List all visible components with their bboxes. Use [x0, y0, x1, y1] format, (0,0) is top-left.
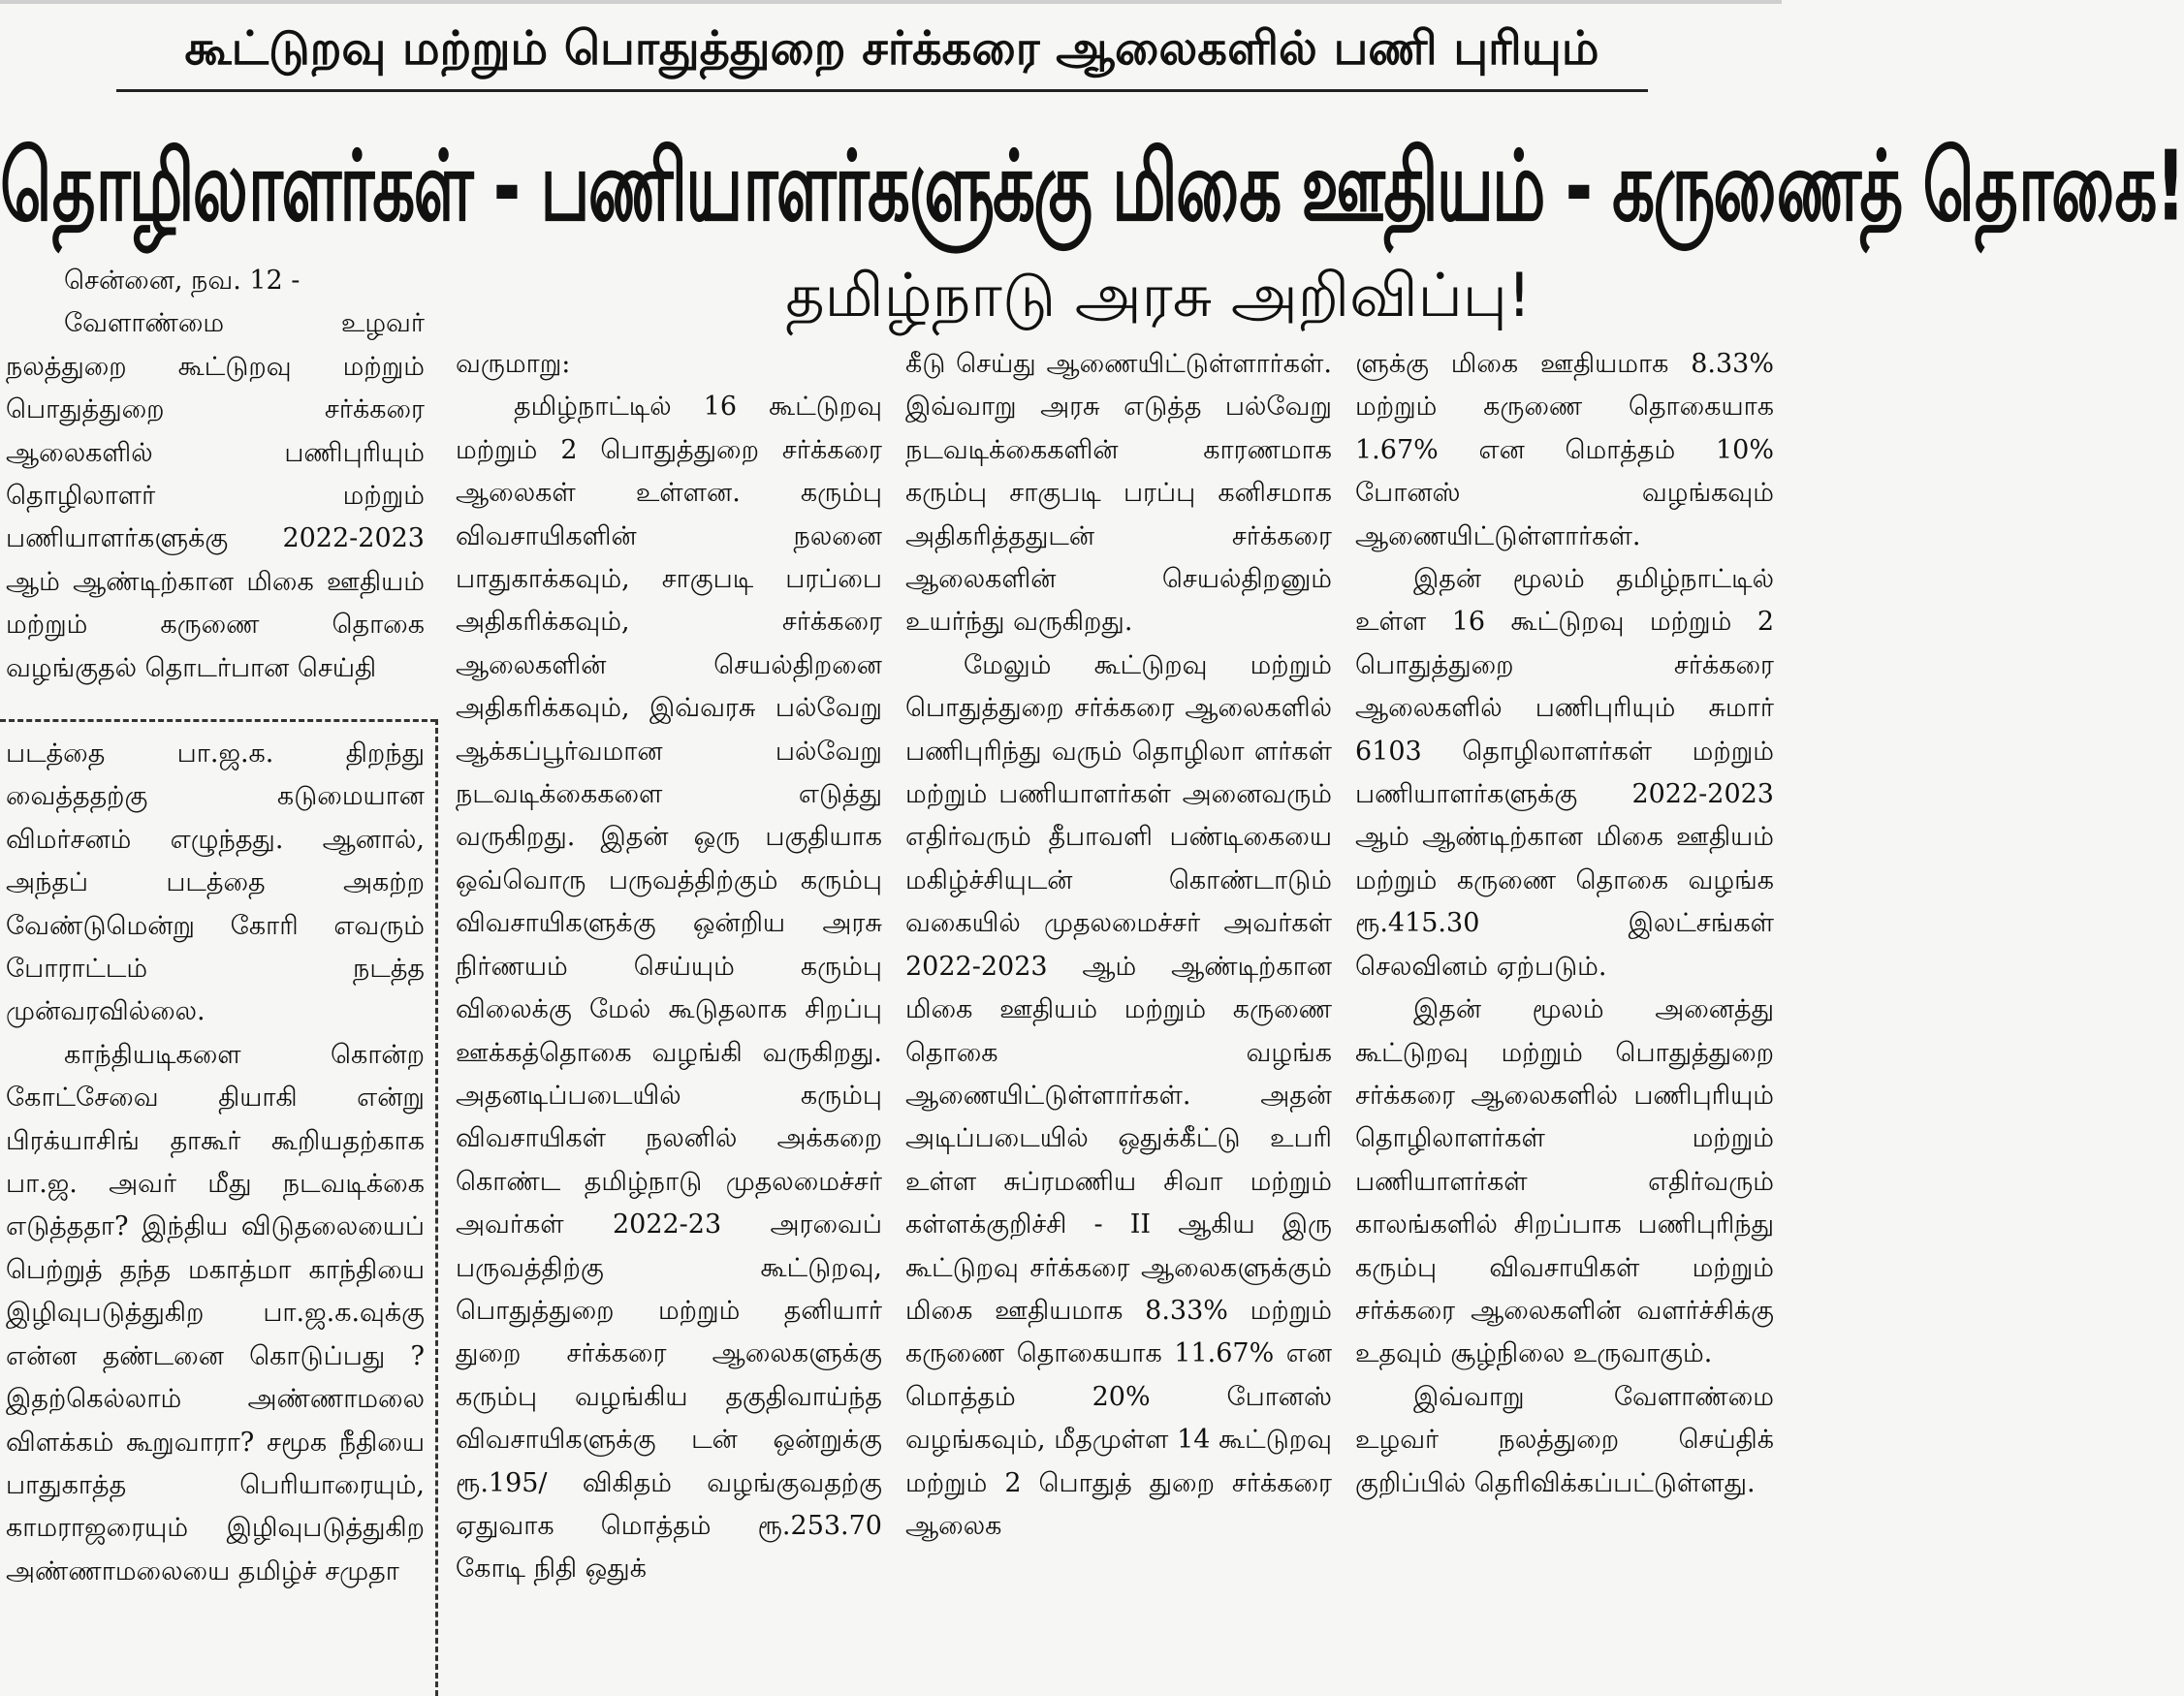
article-paragraph: ளுக்கு மிகை ஊதியமாக 8.33% மற்றும் கருணை தொகையாக 1.67% என மொத்தம் 10% போனஸ் வழங்கவும் ஆணையிட்டுள்ளார்கள்.: [1355, 349, 1774, 551]
sidebar-story: [6, 733, 425, 1696]
article-dateline: சென்னை, நவ. 12 -: [64, 266, 301, 296]
sidebar-paragraph: காந்தியடிகளை கொன்ற கோட்சேவை தியாகி என்று பிரக்யாசிங் தாகூர் கூறியதற்காக பா.ஜ. அவர் மீது நடவடிக்கை எடுத்ததா? இந்திய விடுதலையைப் பெற்றுத் தந்த மகாத்மா காந்தியை இழிவுபடுத்துகிற பா.ஜ.க.வுக்கு என்ன தண்டனை கொடுப்பது ? இதற்கெல்லாம் அண்ணாமலை விளக்கம் கூறுவாரா? சமூக நீதியை பாதுகாத்த பெரியாரையும், காமராஜரையும் இழிவுபடுத்துகிற அண்ணாமலையை தமிழ்ச் சமுதா: [6, 1039, 425, 1586]
article-paragraph: வேளாண்மை உழவர் நலத்துறை கூட்டுறவு மற்றும் பொதுத்துறை சர்க்கரை ஆலைகளில் பணிபுரியும் தொழிலாளர் மற்றும் பணியாளர்களுக்கு 2022-2023 ஆம் ஆண்டிற்கான மிகை ஊதியம் மற்றும் கருணை தொகை வழங்குதல் தொடர்பான செய்தி: [6, 308, 425, 683]
sidebar-paragraph: படத்தை பா.ஜ.க. திறந்து வைத்ததற்கு கடுமையான விமர்சனம் எழுந்தது. ஆனால், அந்தப் படத்தை அகற்ற வேண்டுமென்று கோரி எவரும் போராட்டம் நடத்த முன்வரவில்லை.: [6, 738, 425, 1027]
sidebar-divider-vertical: [435, 719, 438, 1696]
article-paragraph: இதன் மூலம் தமிழ்நாட்டில் உள்ள 16 கூட்டுறவு மற்றும் 2 பொதுத்துறை சர்க்கரை ஆலைகளில் பணிபுரியும் சுமார் 6103 தொழிலாளர்கள் மற்றும் பணியாளர்களுக்கு 2022-2023 ஆம் ஆண்டிற்கான மிகை ஊதியம் மற்றும் கருணை தொகை வழங்க ரூ.415.30 இலட்சங்கள் செலவினம் ஏற்படும்.: [1355, 564, 1774, 982]
main-headline: தொழிலாளர்கள் - பணியாளர்களுக்கு மிகை ஊதியம் - கருணைத் தொகை!: [0, 131, 2184, 243]
headline-kicker: கூட்டுறவு மற்றும் பொதுத்துறை சர்க்கரை ஆலைகளில் பணி புரியும்: [184, 21, 1599, 76]
article-paragraph: தமிழ்நாட்டில் 16 கூட்டுறவு மற்றும் 2 பொதுத்துறை சர்க்கரை ஆலைகள் உள்ளன. கரும்பு விவசாயிகளின் நலனை பாதுகாக்கவும், சாகுபடி பரப்பை அதிகரிக்கவும், சர்க்கரை ஆலைகளின் செயல்திறனை அதிகரிக்கவும், இவ்வரசு பல்வேறு ஆக்கப்பூர்வமான பல்வேறு நடவடிக்கைகளை எடுத்து வருகிறது. இதன் ஒரு பகுதியாக ஒவ்வொரு பருவத்திற்கும் கரும்பு விவசாயிகளுக்கு ஒன்றிய அரசு நிர்ணயம் செய்யும் கரும்பு விலைக்கு மேல் கூடுதலாக சிறப்பு ஊக்கத்தொகை வழங்கி வருகிறது. அதனடிப்படையில் கரும்பு விவசாயிகள் நலனில் அக்கறை கொண்ட தமிழ்நாடு முதலமைச்சர் அவர்கள் 2022-23 அரவைப் பருவத்திற்கு கூட்டுறவு, பொதுத்துறை மற்றும் தனியார் துறை சர்க்கரை ஆலைகளுக்கு கரும்பு வழங்கிய தகுதிவாய்ந்த விவசாயிகளுக்கு டன் ஒன்றுக்கு ரூ.195/ விகிதம் வழங்குவதற்கு ஏதுவாக மொத்தம் ரூ.253.70 கோடி நிதி ஒதுக்: [456, 392, 882, 1585]
subheadline: தமிழ்நாடு அரசு அறிவிப்பு!: [785, 260, 1532, 330]
article-column-3: [905, 343, 1332, 1696]
article-lead: வருமாறு:: [456, 349, 571, 379]
sidebar-divider-horizontal: [0, 719, 436, 722]
article-column-1: [6, 260, 425, 706]
article-column-4: [1355, 343, 1774, 1696]
article-paragraph: கீடு செய்து ஆணையிட்டுள்ளார்கள். இவ்வாறு அரசு எடுத்த பல்வேறு நடவடிக்கைகளின் காரணமாக கரும்பு சாகுபடி பரப்பு கனிசமாக அதிகரித்ததுடன் சர்க்கரை ஆலைகளின் செயல்திறனும் உயர்ந்து வருகிறது.: [905, 349, 1332, 638]
article-paragraph: மேலும் கூட்டுறவு மற்றும் பொதுத்துறை சர்க்கரை ஆலைகளில் பணிபுரிந்து வரும் தொழிலா ளர்கள் மற்றும் பணியாளர்கள் அனைவரும் எதிர்வரும் தீபாவளி பண்டிகையை மகிழ்ச்சியுடன் கொண்டாடும் வகையில் முதலமைச்சர் அவர்கள் 2022-2023 ஆம் ஆண்டிற்கான மிகை ஊதியம் மற்றும் கருணை தொகை வழங்க ஆணையிட்டுள்ளார்கள். அதன் அடிப்படையில் ஒதுக்கீட்டு உபரி உள்ள சுப்ரமணிய சிவா மற்றும் கள்ளக்குறிச்சி - II ஆகிய இரு கூட்டுறவு சர்க்கரை ஆலைகளுக்கும் மிகை ஊதியமாக 8.33% மற்றும் கருணை தொகையாக 11.67% என மொத்தம் 20% போனஸ் வழங்கவும், மீதமுள்ள 14 கூட்டுறவு மற்றும் 2 பொதுத் துறை சர்க்கரை ஆலைக: [905, 649, 1332, 1541]
article-paragraph: இதன் மூலம் அனைத்து கூட்டுறவு மற்றும் பொதுத்துறை சர்க்கரை ஆலைகளில் பணிபுரியும் தொழிலாளர்கள் மற்றும் பணியாளர்கள் எதிர்வரும் காலங்களில் சிறப்பாக பணிபுரிந்து கரும்பு விவசாயிகள் மற்றும் சர்க்கரை ஆலைகளின் வளர்ச்சிக்கு உதவும் சூழ்நிலை உருவாகும்.: [1355, 994, 1774, 1369]
article-paragraph: இவ்வாறு வேளாண்மை உழவர் நலத்துறை செய்திக் குறிப்பில் தெரிவிக்கப்பட்டுள்ளது.: [1355, 1381, 1774, 1498]
article-column-2: [456, 343, 882, 1696]
top-edge-strip: [0, 0, 1782, 4]
